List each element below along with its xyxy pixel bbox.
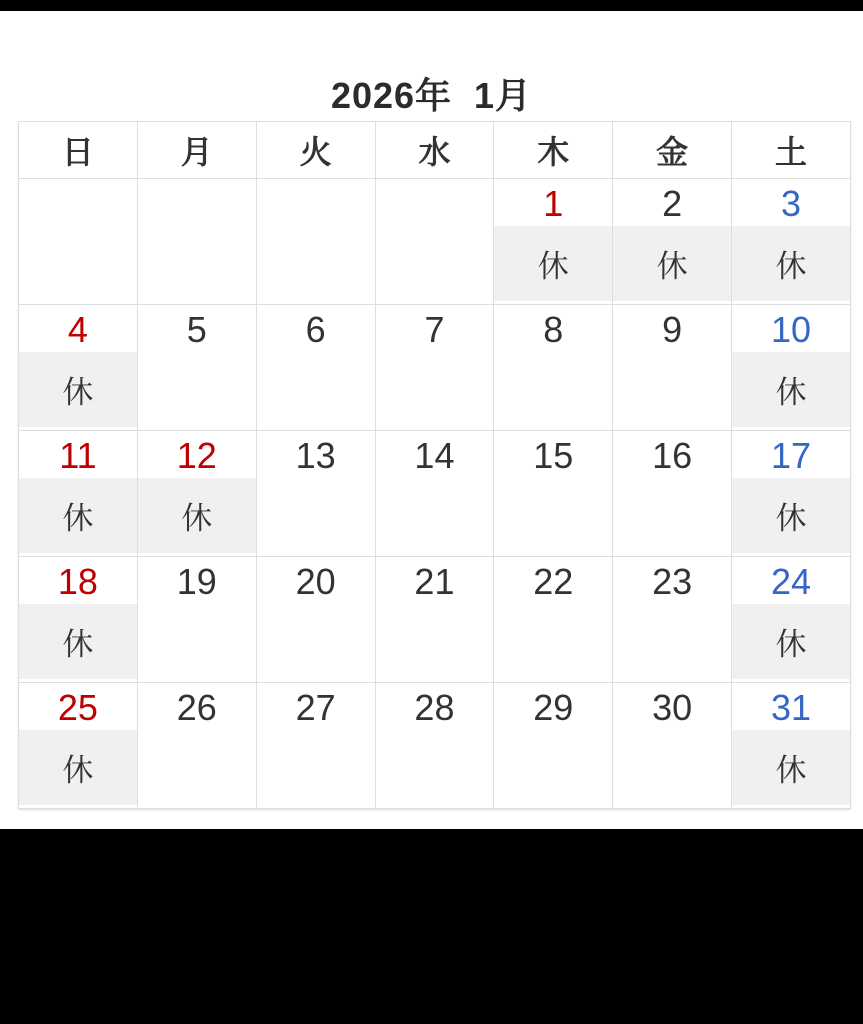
day-cell-16 [613,431,732,557]
day-cell-4 [19,305,138,431]
closed-badge: 休 [19,604,137,679]
closed-badge: 休 [732,352,850,427]
day-cell-3 [732,179,851,305]
day-number: 1 [543,183,564,224]
week-row-4 [19,557,851,683]
day-number: 8 [543,309,564,350]
day-cell-12 [137,431,256,557]
day-number: 14 [414,435,455,476]
day-cell-18 [19,557,138,683]
day-number: 7 [424,309,445,350]
day-number: 11 [59,435,97,476]
day-number: 3 [781,183,802,224]
day-number: 30 [652,687,693,728]
day-number: 22 [533,561,574,602]
day-number: 15 [533,435,574,476]
closed-badge: 休 [138,478,256,553]
day-cell-23 [613,557,732,683]
closed-badge: 休 [19,352,137,427]
day-cell-6 [256,305,375,431]
closed-badge: 休 [732,604,850,679]
day-number: 9 [662,309,683,350]
day-cell-20 [256,557,375,683]
day-number: 16 [652,435,693,476]
day-cell-27 [256,683,375,809]
day-number: 21 [414,561,455,602]
week-row-3 [19,431,851,557]
day-number: 26 [176,687,217,728]
day-number: 13 [295,435,336,476]
day-cell-31 [732,683,851,809]
day-number: 12 [176,435,217,476]
day-number: 27 [295,687,336,728]
day-number: 19 [176,561,217,602]
day-number: 29 [533,687,574,728]
day-cell-17 [732,431,851,557]
day-cell-26 [137,683,256,809]
day-cell-28 [375,683,494,809]
day-number: 18 [57,561,98,602]
closed-badge: 休 [732,478,850,553]
day-cell-empty [375,179,494,305]
day-cell-2 [613,179,732,305]
day-number: 25 [57,687,98,728]
day-number: 28 [414,687,455,728]
day-cell-empty [137,179,256,305]
day-cell-21 [375,557,494,683]
day-cell-1 [494,179,613,305]
day-number: 23 [652,561,693,602]
day-cell-30 [613,683,732,809]
day-number: 2 [662,183,683,224]
day-cell-19 [137,557,256,683]
weekday-header-fri: 金 [613,122,732,179]
day-cell-9 [613,305,732,431]
day-number: 20 [295,561,336,602]
weekday-header-row [19,122,851,179]
week-row-1 [19,179,851,305]
day-cell-11 [19,431,138,557]
day-cell-8 [494,305,613,431]
calendar-title: 2026年 1月 [330,75,533,116]
weekday-header-thu: 木 [494,122,613,179]
closed-badge: 休 [19,730,137,805]
closed-badge: 休 [19,478,137,553]
weekday-header-wed: 水 [375,122,494,179]
day-cell-empty [19,179,138,305]
day-number: 6 [305,309,326,350]
day-number: 31 [771,687,812,728]
day-cell-5 [137,305,256,431]
day-cell-24 [732,557,851,683]
closed-badge: 休 [613,226,731,301]
weekday-header-sun: 日 [19,122,138,179]
day-cell-14 [375,431,494,557]
day-cell-7 [375,305,494,431]
day-cell-25 [19,683,138,809]
day-cell-29 [494,683,613,809]
weekday-header-mon: 月 [137,122,256,179]
day-number: 24 [771,561,812,602]
day-number: 4 [67,309,88,350]
week-row-5 [19,683,851,809]
closed-badge: 休 [732,730,850,805]
week-row-2 [19,305,851,431]
day-cell-13 [256,431,375,557]
day-number: 17 [771,435,812,476]
day-number: 10 [771,309,812,350]
weekday-header-tue: 火 [256,122,375,179]
day-cell-empty [256,179,375,305]
day-cell-10 [732,305,851,431]
closed-badge: 休 [494,226,612,301]
day-cell-15 [494,431,613,557]
closed-badge: 休 [732,226,850,301]
day-number: 5 [186,309,207,350]
weekday-header-sat: 土 [732,122,851,179]
top-black-bar [0,0,863,11]
bottom-black-bar [0,829,863,1024]
calendar-table [18,121,851,809]
day-cell-22 [494,557,613,683]
